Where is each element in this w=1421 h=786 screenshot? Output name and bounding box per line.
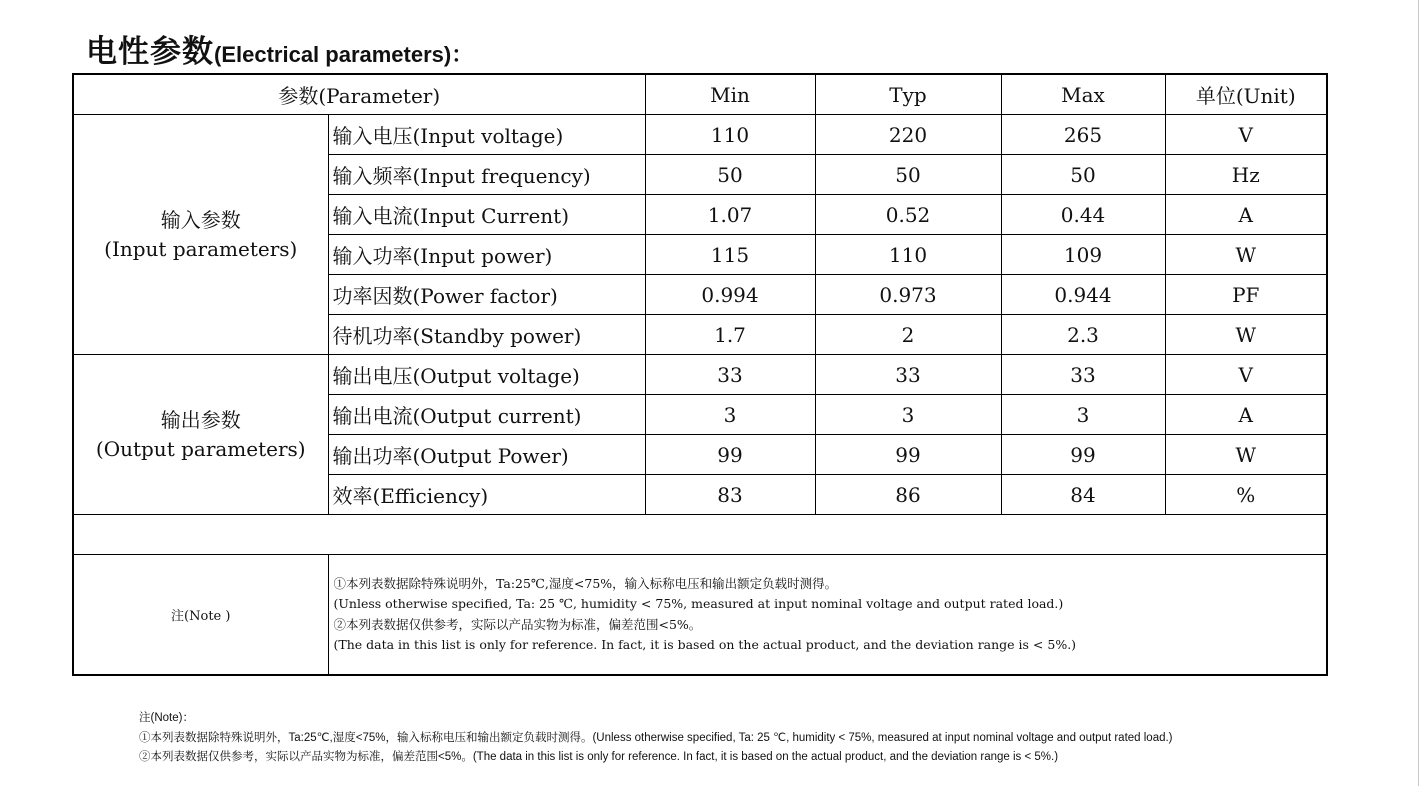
value-max: 0.44 xyxy=(1001,195,1165,235)
param-name: 输入电流(Input Current) xyxy=(328,195,645,235)
footnote-line: ①本列表数据除特殊说明外，Ta:25℃,湿度<75%，输入标称电压和输出额定负载时测得。(Unless otherwise specified, Ta: 25 ℃, humidity < 75%, measured at input nominal voltage and output rated load.) xyxy=(139,731,1173,744)
value-typ: 3 xyxy=(815,395,1001,435)
value-unit: W xyxy=(1165,315,1327,355)
value-max: 265 xyxy=(1001,115,1165,155)
value-min: 50 xyxy=(645,155,815,195)
group-label-zh: 输入参数 xyxy=(160,207,241,232)
param-name: 待机功率(Standby power) xyxy=(328,315,645,355)
param-name: 输入功率(Input power) xyxy=(328,235,645,275)
page-title-en: (Electrical parameters)： xyxy=(214,42,474,67)
footnote-label: 注(Note)： xyxy=(139,712,194,724)
value-min: 3 xyxy=(645,395,815,435)
footnote-line: ②本列表数据仅供参考，实际以产品实物为标准，偏差范围<5%。(The data in this list is only for reference. In fact, it is based on the actual product, and the deviation range is < 5%.) xyxy=(139,751,1059,763)
table-header-row xyxy=(73,74,1327,115)
value-min: 33 xyxy=(645,355,815,395)
value-min: 0.994 xyxy=(645,275,815,315)
header-min: Min xyxy=(645,74,815,115)
param-name: 输入频率(Input frequency) xyxy=(328,155,645,195)
value-min: 110 xyxy=(645,115,815,155)
param-name: 输出电压(Output voltage) xyxy=(328,355,645,395)
blank-cell xyxy=(73,515,1327,555)
note-line: (The data in this list is only for reference. In fact, it is based on the actual product, and the deviation range is < 5%.) xyxy=(333,637,1077,652)
note-text xyxy=(328,555,1327,676)
note-line: ②本列表数据仅供参考，实际以产品实物为标准，偏差范围<5%。 xyxy=(333,616,702,632)
value-max: 33 xyxy=(1001,355,1165,395)
group-label-en: (Input parameters) xyxy=(104,236,298,261)
value-unit: A xyxy=(1165,195,1327,235)
value-unit: Hz xyxy=(1165,155,1327,195)
value-typ: 86 xyxy=(815,475,1001,515)
value-max: 109 xyxy=(1001,235,1165,275)
value-typ: 2 xyxy=(815,315,1001,355)
footnote xyxy=(139,709,1173,768)
header-parameter: 参数(Parameter) xyxy=(73,74,645,115)
page-edge-line xyxy=(1418,0,1419,786)
value-typ: 0.973 xyxy=(815,275,1001,315)
group-label-en: (Output parameters) xyxy=(95,436,306,461)
header-typ: Typ xyxy=(815,74,1001,115)
value-max: 99 xyxy=(1001,435,1165,475)
value-unit: % xyxy=(1165,475,1327,515)
value-min: 99 xyxy=(645,435,815,475)
value-unit: A xyxy=(1165,395,1327,435)
blank-row xyxy=(73,515,1327,555)
value-max: 3 xyxy=(1001,395,1165,435)
note-label: 注(Note ) xyxy=(73,555,328,676)
page-title-zh: 电性参数 xyxy=(86,34,214,70)
value-max: 2.3 xyxy=(1001,315,1165,355)
note-line: (Unless otherwise specified, Ta: 25 ℃, humidity < 75%, measured at input nominal voltage and output rated load.) xyxy=(333,596,1064,611)
param-name: 功率因数(Power factor) xyxy=(328,275,645,315)
value-min: 1.07 xyxy=(645,195,815,235)
value-min: 1.7 xyxy=(645,315,815,355)
value-min: 115 xyxy=(645,235,815,275)
value-unit: W xyxy=(1165,435,1327,475)
header-unit: 单位(Unit) xyxy=(1165,74,1327,115)
param-name: 输入电压(Input voltage) xyxy=(328,115,645,155)
group-label-zh: 输出参数 xyxy=(160,407,241,432)
param-name: 效率(Efficiency) xyxy=(328,475,645,515)
header-max: Max xyxy=(1001,74,1165,115)
value-typ: 50 xyxy=(815,155,1001,195)
value-typ: 33 xyxy=(815,355,1001,395)
value-max: 84 xyxy=(1001,475,1165,515)
table-row xyxy=(73,115,1327,155)
value-typ: 220 xyxy=(815,115,1001,155)
group-label-output xyxy=(73,355,328,515)
value-unit: PF xyxy=(1165,275,1327,315)
value-unit: W xyxy=(1165,235,1327,275)
param-name: 输出功率(Output Power) xyxy=(328,435,645,475)
table-row xyxy=(73,355,1327,395)
param-name: 输出电流(Output current) xyxy=(328,395,645,435)
note-line: ①本列表数据除特殊说明外，Ta:25℃,湿度<75%，输入标称电压和输出额定负载时测得。 xyxy=(333,575,838,591)
value-typ: 110 xyxy=(815,235,1001,275)
value-typ: 99 xyxy=(815,435,1001,475)
value-max: 0.944 xyxy=(1001,275,1165,315)
value-unit: V xyxy=(1165,355,1327,395)
group-label-input xyxy=(73,115,328,355)
electrical-parameters-table xyxy=(72,73,1328,676)
note-row xyxy=(73,555,1327,676)
value-max: 50 xyxy=(1001,155,1165,195)
value-typ: 0.52 xyxy=(815,195,1001,235)
value-unit: V xyxy=(1165,115,1327,155)
page-title xyxy=(86,26,474,70)
value-min: 83 xyxy=(645,475,815,515)
